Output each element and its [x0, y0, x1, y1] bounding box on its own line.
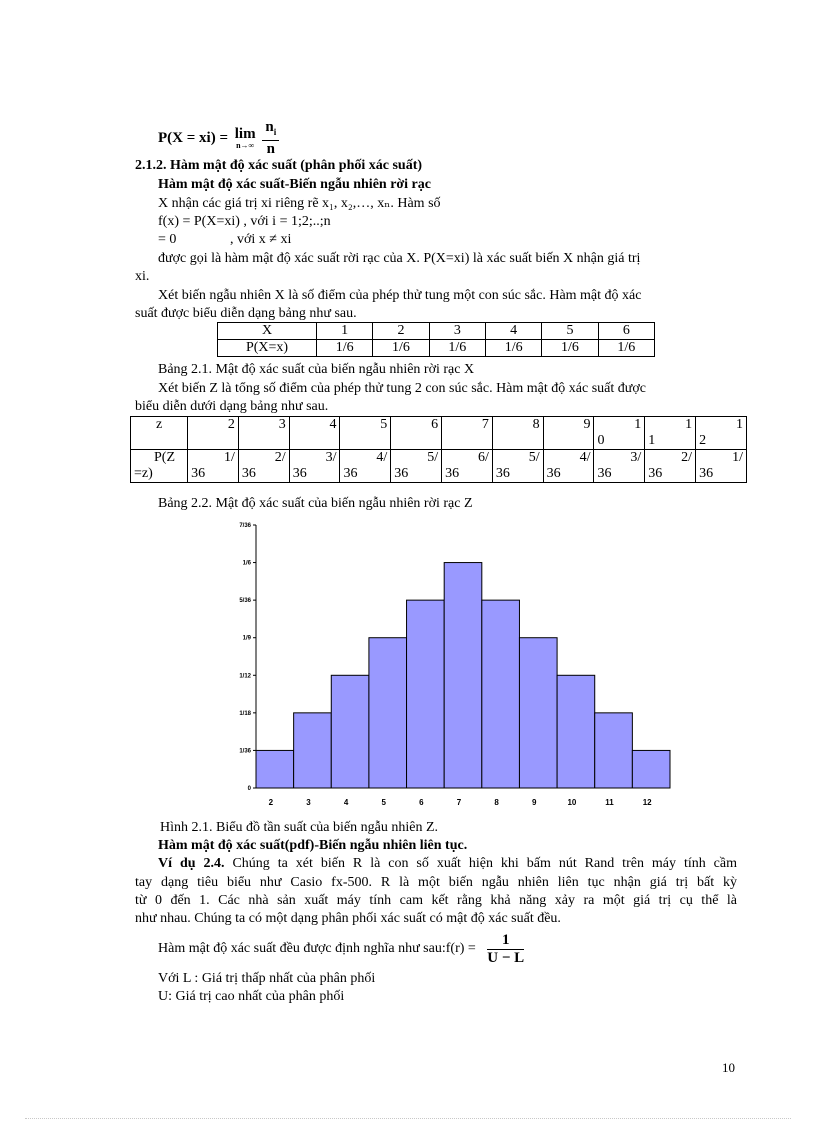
caption-table1: Bảng 2.1. Mật độ xác suất của biến ngẫu nhiên rời rạc X	[158, 362, 475, 377]
table-cell: 1/6	[373, 340, 429, 357]
para1-line2: f(x) = P(X=xi) , với i = 1;2;..;n	[158, 214, 331, 229]
table-cell	[645, 450, 696, 483]
page-number: 10	[722, 1060, 735, 1075]
x-tick-label: 12	[642, 798, 652, 807]
table-cell	[340, 450, 391, 483]
table-cell-line: 5	[380, 417, 388, 432]
table-cell: X	[218, 323, 317, 340]
subsection-title: Hàm mật độ xác suất-Biến ngẫu nhiên rời rạc	[158, 177, 431, 192]
table-cell	[238, 417, 289, 450]
uniform-den: U − L	[487, 949, 525, 966]
uniform-pdf-formula	[158, 931, 524, 967]
table-cell-line	[496, 433, 540, 449]
table-cell-line	[343, 433, 387, 449]
y-tick-label: 1/9	[242, 635, 251, 642]
table-two-dice	[130, 416, 747, 483]
table-cell-line: 4/	[579, 450, 591, 465]
example-line3: từ 0 đến 1. Các nhà sản xuất máy tính cam kết rằng khả năng xảy ra một giá trị cụ thể là	[135, 893, 737, 908]
table-cell	[543, 450, 594, 483]
x-tick-label: 2	[268, 798, 274, 807]
uniform-text: Hàm mật độ xác suất đều được định nghĩa như sau:f(r) =	[158, 941, 476, 956]
y-tick-label: 5/36	[239, 598, 251, 605]
uniform-num: 1	[487, 932, 524, 950]
table-cell	[645, 417, 696, 450]
table-cell-line: 36	[292, 466, 307, 481]
table-cell	[391, 417, 442, 450]
formula-lim-sub: n→∞	[236, 140, 255, 150]
x-tick-label: 10	[567, 798, 577, 807]
table-cell	[188, 417, 239, 450]
table-cell-line: 6/	[477, 450, 489, 465]
table-row	[218, 323, 655, 340]
x-tick-label: 8	[494, 798, 499, 807]
table-cell: P(X=x)	[218, 340, 317, 357]
def-L: Với L : Giá trị thấp nhất của phân phối	[158, 971, 376, 986]
histogram-bar	[294, 713, 332, 788]
x-tick-label: 3	[306, 798, 311, 807]
para3-line1: Xét biến Z là tổng số điểm của phép thử tung 2 con súc sắc. Hàm mật độ xác suất được	[158, 381, 646, 396]
table-cell-line	[134, 433, 184, 449]
table-cell	[131, 450, 188, 483]
table-cell-line: 36	[648, 466, 663, 481]
table-cell-line: 2	[699, 433, 707, 448]
table-cell-line: z	[156, 417, 163, 432]
page-bottom-divider	[25, 1118, 791, 1119]
para2-line1: Xét biến ngẫu nhiên X là số điểm của phép thử tung một con súc sắc. Hàm mật độ xác	[158, 288, 642, 303]
para2-line2: suất được biểu diễn dạng bảng như sau.	[135, 306, 357, 321]
table-cell	[289, 417, 340, 450]
x-tick-label: 7	[456, 798, 462, 807]
table-cell: 5	[542, 323, 598, 340]
subsection2-title: Hàm mật độ xác suất(pdf)-Biến ngẫu nhiên liên tục.	[158, 838, 468, 853]
y-tick-label: 1/6	[242, 560, 251, 567]
x-tick-label: 11	[605, 798, 614, 807]
table-cell	[442, 450, 493, 483]
formula-num: n	[265, 119, 274, 135]
para1-line1: X nhận các giá trị xi riêng rẽ x₁, x₂,…, xₙ. Hàm số	[158, 196, 441, 211]
y-tick-label: 0	[247, 786, 251, 792]
table-cell-line: 2	[227, 417, 235, 432]
histogram-bar	[369, 638, 407, 788]
table-cell-line: 1/	[732, 450, 743, 465]
table-cell: 1/6	[317, 340, 373, 357]
formula-den: n	[266, 141, 275, 157]
table-cell-line: 5/	[427, 450, 439, 465]
histogram-bar	[632, 750, 670, 788]
table-cell: 1	[317, 323, 373, 340]
table-cell-line: 5/	[528, 450, 540, 465]
table-cell-line: 36	[343, 466, 358, 481]
table-cell-line: 36	[495, 466, 510, 481]
table-cell-line: 1	[648, 433, 656, 448]
histogram-bar	[519, 638, 557, 788]
table-cell-line: 36	[445, 466, 460, 481]
table-cell: 1/6	[429, 340, 485, 357]
x-tick-label: 9	[532, 798, 537, 807]
x-tick-label: 6	[419, 798, 424, 807]
table-cell-line: 2/	[681, 450, 693, 465]
table-cell	[492, 417, 543, 450]
histogram-bar	[331, 675, 369, 788]
x-tick-label: 4	[343, 798, 349, 807]
table-cell-line: 1	[736, 417, 743, 432]
histogram-bar	[595, 713, 633, 788]
table-cell	[391, 450, 442, 483]
table-cell-line: 2/	[274, 450, 286, 465]
histogram-bar	[557, 675, 595, 788]
table-cell-line: 1	[685, 417, 693, 432]
table-cell-line: 36	[597, 466, 612, 481]
x-tick-label: 5	[381, 798, 386, 807]
table-cell: 3	[429, 323, 485, 340]
section-title: 2.1.2. Hàm mật độ xác suất (phân phối xác suất)	[135, 158, 423, 173]
example-text: Chúng ta xét biến R là con số xuất hiện khi bấm nút Rand trên máy tính cầm	[224, 856, 737, 871]
table-cell	[594, 417, 645, 450]
histogram-bar	[256, 750, 294, 788]
table-cell-line: 3/	[325, 450, 337, 465]
table-cell-line: 7	[481, 417, 489, 432]
probability-limit-formula	[158, 120, 279, 157]
table-cell-line: 6	[431, 417, 439, 432]
para1-line3-right: , với x ≠ xi	[230, 232, 292, 247]
table-cell	[238, 450, 289, 483]
para1-line3-left: = 0	[158, 232, 177, 247]
table-cell	[696, 417, 747, 450]
table-cell	[696, 450, 747, 483]
table-cell	[131, 417, 188, 450]
table-cell-line: 4/	[376, 450, 388, 465]
table-die	[217, 322, 655, 357]
table-row	[218, 340, 655, 357]
table-cell-line	[394, 433, 438, 449]
table-cell	[340, 417, 391, 450]
table-cell-line: 0	[597, 433, 605, 448]
table-cell	[188, 450, 239, 483]
table-cell: 4	[485, 323, 541, 340]
table-row	[131, 417, 747, 450]
y-tick-label: 1/12	[239, 673, 251, 680]
table-cell-line: 36	[699, 466, 714, 481]
caption-table2: Bảng 2.2. Mật độ xác suất của biến ngẫu nhiên rời rạc Z	[158, 496, 473, 511]
table-cell	[492, 450, 543, 483]
table-cell: 1/6	[598, 340, 654, 357]
formula-lhs: P(X = xi) =	[158, 129, 228, 146]
table-cell-line: P(Z	[154, 450, 175, 465]
formula-lim: lim	[234, 125, 256, 142]
table-cell	[442, 417, 493, 450]
table-cell-line: 36	[394, 466, 409, 481]
table-cell-line: 36	[546, 466, 561, 481]
example-label: Ví dụ 2.4.	[158, 856, 225, 871]
def-U: U: Giá trị cao nhất của phân phối	[158, 989, 345, 1004]
para3-line2: biểu diễn dưới dạng bảng như sau.	[135, 399, 329, 414]
table-cell	[543, 417, 594, 450]
figure-caption: Hình 2.1. Biểu đồ tần suất của biến ngẫu nhiên Z.	[160, 820, 438, 835]
y-tick-label: 1/18	[239, 710, 251, 717]
table-cell: 6	[598, 323, 654, 340]
y-tick-label: 7/36	[239, 523, 251, 529]
para1-line4: được gọi là hàm mật độ xác suất rời rạc của X. P(X=xi) là xác suất biến X nhận giá trị	[158, 251, 641, 266]
example-line4: như nhau. Chúng ta có một dạng phân phối xác suất có mật độ xác suất đều.	[135, 911, 561, 926]
table-cell-line: 9	[583, 417, 591, 432]
table-cell-line: 36	[241, 466, 256, 481]
table-cell	[594, 450, 645, 483]
histogram-bar	[444, 563, 482, 788]
table-cell: 2	[373, 323, 429, 340]
y-tick-label: 1/36	[239, 748, 251, 755]
table-cell-line: 36	[191, 466, 206, 481]
table-cell-line	[445, 433, 489, 449]
example-line1	[158, 856, 737, 872]
table-cell: 1/6	[542, 340, 598, 357]
para1-line5: xi.	[135, 269, 150, 284]
table-cell-line: =z)	[134, 466, 153, 481]
table-cell-line	[293, 433, 337, 449]
table-cell: 1/6	[485, 340, 541, 357]
table-cell	[289, 450, 340, 483]
formula-num-sub: i	[273, 127, 277, 137]
table-cell-line: 1/	[224, 450, 235, 465]
table-cell-line: 3/	[630, 450, 642, 465]
table-cell-line	[191, 433, 235, 449]
table-cell-line: 1	[634, 417, 642, 432]
table-cell-line: 8	[532, 417, 540, 432]
table-cell-line	[547, 433, 591, 449]
table-row	[131, 450, 747, 483]
histogram-bar	[482, 600, 520, 788]
example-line2: tay dạng tiêu biểu như Casio fx-500. R là một biến ngẫu nhiên liên tục nhận giá trị bất kỳ	[135, 875, 737, 890]
histogram-bar	[407, 600, 445, 788]
table-cell-line: 3	[278, 417, 286, 432]
table-cell-line	[242, 433, 286, 449]
table-cell-line: 4	[329, 417, 337, 432]
